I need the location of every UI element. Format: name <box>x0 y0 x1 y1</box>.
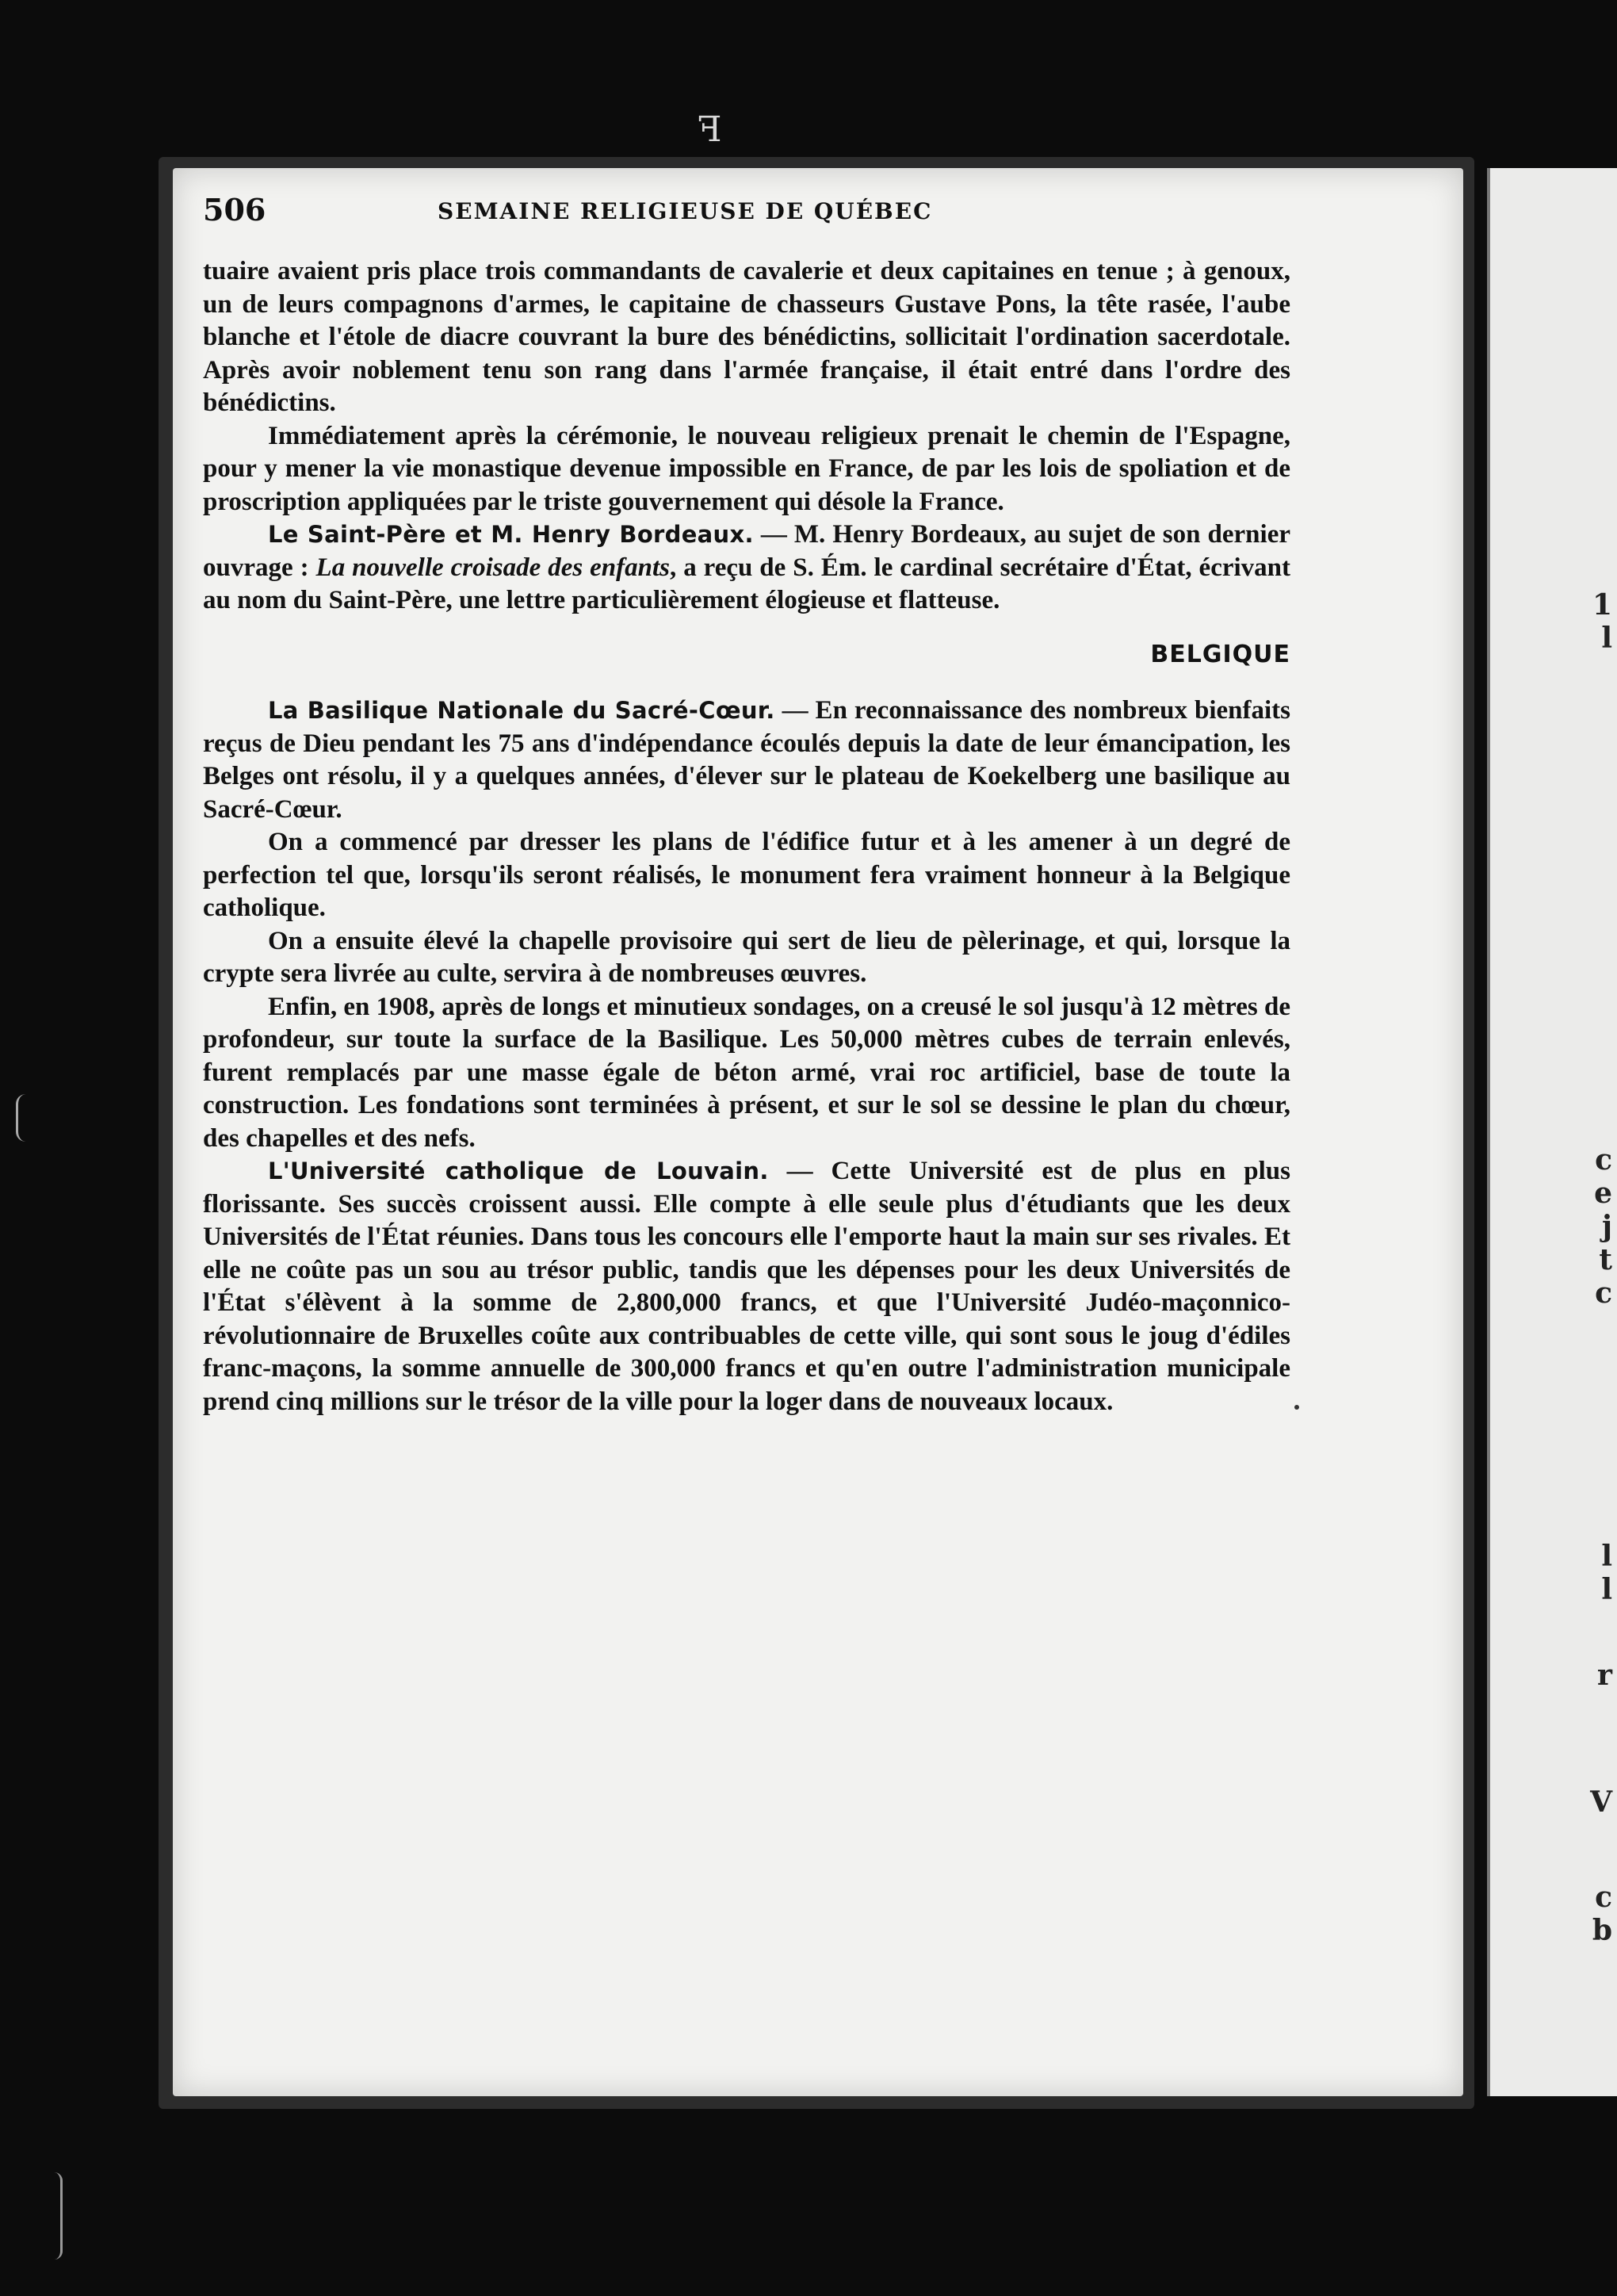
film-edge-artifact <box>16 1094 36 1142</box>
adjacent-page-edge <box>1487 168 1617 2096</box>
adjacent-page-fragment: l <box>1601 622 1612 655</box>
article-heading: L'Université catholique de Louvain. <box>268 1158 769 1184</box>
adjacent-page-fragment: e <box>1594 1177 1612 1210</box>
adjacent-page-fragment: j <box>1601 1210 1612 1243</box>
paragraph: On a ensuite élevé la chapelle provisoire qui sert de lieu de pèlerinage, et qui, lorsque la crypte sera livrée au culte, servira à de nombreuses œuvres. <box>203 926 1290 988</box>
adjacent-page-fragment: c <box>1595 1881 1612 1914</box>
paragraph <box>203 519 1290 618</box>
adjacent-page-fragment: V <box>1590 1785 1612 1819</box>
paragraph: Immédiatement après la cérémonie, le nouveau religieux prenait le chemin de l'Espagne, pour y mener la vie monastique devenue impossible en France, de par les lois de spoliation et de proscription appliquées par le triste gouvernement qui désole la France. <box>203 421 1290 516</box>
adjacent-page-fragment: 1 <box>1592 588 1612 622</box>
adjacent-page-fragment: b <box>1592 1914 1612 1947</box>
paragraph <box>203 1155 1290 1418</box>
adjacent-page-fragment: c <box>1595 1276 1612 1310</box>
paragraph-text: , a reçu de S. Ém. le cardinal secrétaire d'État, écrivant au nom du Saint-Père, une lettre particulièrement élogieuse et flatteuse. <box>203 553 1290 614</box>
print-speck <box>1294 1405 1299 1410</box>
running-head: SEMAINE RELIGIEUSE DE QUÉBEC <box>438 198 933 224</box>
paragraph <box>203 695 1290 826</box>
paragraph-text: — En reconnaissance des nombreux bienfaits reçus de Dieu pendant les 75 ans d'indépendance écoulés depuis la date de leur émancipation, les Belges ont résolu, il y a quelques années, d'élever sur le plateau de Koekelberg une basilique au Sacré-Cœur. <box>203 696 1291 824</box>
paragraph: Enfin, en 1908, après de longs et minutieux sondages, on a creusé le sol jusqu'à 12 mètres de profondeur, sur toute la surface de la Basilique. Les 50,000 mètres cubes de terrain enlevés, furent remplacés par une masse égale de béton armé, vrai roc artificiel, base de toute la construction. Les fondations sont terminées à présent, et sur le sol se dessine le plan du chœur, des chapelles et des nefs. <box>203 992 1290 1153</box>
adjacent-page-fragment: l <box>1601 1573 1612 1606</box>
body-text <box>203 255 1290 1418</box>
page-header <box>203 192 1091 239</box>
paragraph-text: — M. Henry Bordeaux, au sujet de son dernier ouvrage : <box>203 520 1290 582</box>
adjacent-page-fragment: l <box>1601 1540 1612 1573</box>
adjacent-page-fragment: t <box>1599 1243 1612 1276</box>
section-heading: BELGIQUE <box>1150 640 1290 668</box>
book-title: La nouvelle croisade des enfants <box>315 553 670 582</box>
film-edge-artifact <box>46 2172 63 2260</box>
paragraph: tuaire avaient pris place trois commandants de cavalerie et deux capitaines en tenue ; à genoux, un de leurs compagnons d'armes, le capitaine de chasseurs Gustave Pons, la tête rasée, l'aube blanche et l'étole de diacre couvrant la bure des bénédictins, sollicitait l'ordination sacerdotale. Après avoir noblement tenu son rang dans l'armée française, il était entré dans l'ordre des bénédictins. <box>203 257 1290 417</box>
article-heading: Le Saint-Père et M. Henry Bordeaux. <box>268 521 754 548</box>
article-heading: La Basilique Nationale du Sacré-Cœur. <box>268 697 775 724</box>
paragraph-text: — Cette Université est de plus en plus florissante. Ses succès croissent aussi. Elle compte à elle seule plus d'étudiants que les deux Universités de l'État réunies. Dans tous les concours elle l'emporte haut la main sur ses rivales. Et elle ne coûte pas un sou au trésor public, tandis que les dépenses pour les deux Universités de l'État s'élèvent à la somme de 2,800,000 francs, et que l'Université Judéo-maçonnico-révolutionnaire de Bruxelles coûte aux contribuables de cette ville, qui sont sous le joug d'édiles franc-maçons, la somme annuelle de 300,000 francs et qu'en outre l'administration municipale prend cinq millions sur le trésor de la ville pour la loger dans de nouveaux locaux. <box>203 1157 1290 1416</box>
adjacent-page-fragment: r <box>1597 1659 1612 1692</box>
adjacent-page-fragment: c <box>1595 1143 1612 1177</box>
page-number: 506 <box>203 192 266 228</box>
film-frame-mark: ꟻ <box>698 109 722 150</box>
paragraph: On a commencé par dresser les plans de l'édifice futur et à les amener à un degré de perfection tel que, lorsqu'ils seront réalisés, le monument fera vraiment honneur à la Belgique catholique. <box>203 828 1290 922</box>
